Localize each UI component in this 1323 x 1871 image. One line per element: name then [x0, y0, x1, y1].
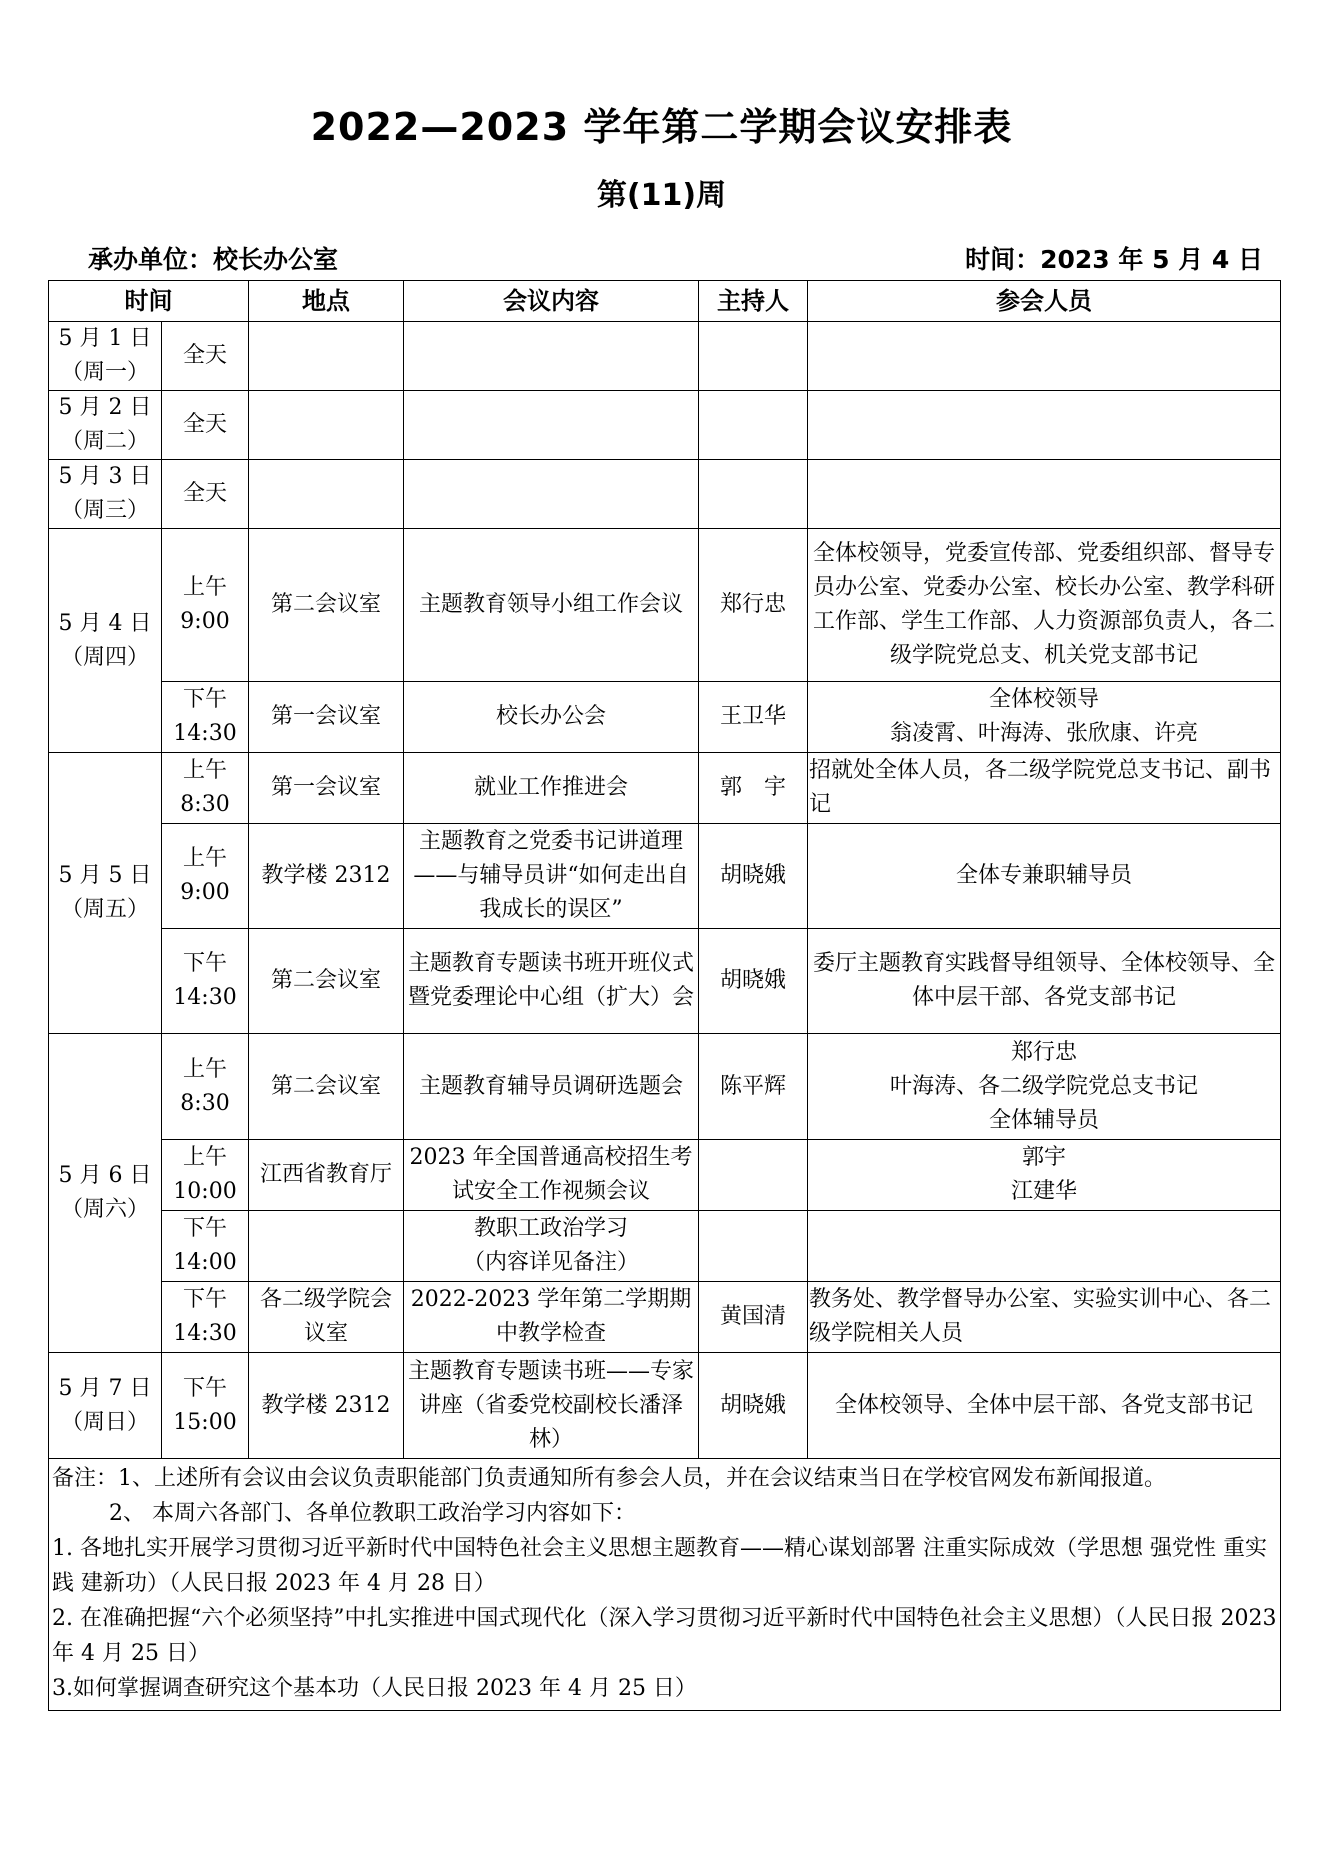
time-cell: 全天 — [162, 391, 249, 460]
note-line-2: 2、 本周六各部门、各单位教职工政治学习内容如下： — [109, 1501, 636, 1526]
week-label: 第(11)周 — [596, 178, 727, 213]
note-item-2: 2. 在准确把握“六个必须坚持”中扎实推进中国式现代化（深入学习贯彻习近平新时代中国特色社会主义思想）（人民日报 2023 年 4 月 25 日） — [52, 1606, 1277, 1666]
host-cell — [699, 391, 808, 460]
content-cell: 主题教育辅导员调研选题会 — [404, 1034, 699, 1140]
host-cell: 胡晓娥 — [699, 824, 808, 929]
date-cell: 5 月 2 日 （周二） — [49, 391, 162, 460]
content-cell: 教职工政治学习 （内容详见备注） — [404, 1211, 699, 1282]
column-header-time: 时间 — [49, 281, 249, 322]
time-cell: 下午 14:30 — [162, 1282, 249, 1353]
host-cell — [699, 460, 808, 529]
time-cell: 下午 15:00 — [162, 1353, 249, 1459]
table-row — [49, 1282, 1281, 1353]
attendees-cell: 郭宇 江建华 — [808, 1140, 1281, 1211]
attendees-cell: 全体校领导，党委宣传部、党委组织部、督导专员办公室、党委办公室、校长办公室、教学科研工作部、学生工作部、人力资源部负责人，各二级学院党总支、机关党支部书记 — [808, 529, 1281, 682]
notes-cell — [49, 1459, 1281, 1711]
table-row — [49, 753, 1281, 824]
location-cell — [249, 1211, 404, 1282]
time-cell: 全天 — [162, 460, 249, 529]
meeting-schedule-table — [48, 280, 1281, 1711]
table-row — [49, 929, 1281, 1034]
column-header-location: 地点 — [249, 281, 404, 322]
host-cell — [699, 1211, 808, 1282]
location-cell — [249, 322, 404, 391]
table-header-row — [49, 281, 1281, 322]
time-cell: 上午 9:00 — [162, 824, 249, 929]
date-cell: 5 月 7 日 （周日） — [49, 1353, 162, 1459]
time-cell: 上午 8:30 — [162, 753, 249, 824]
table-row — [49, 682, 1281, 753]
time-cell: 下午 14:30 — [162, 929, 249, 1034]
host-cell — [699, 322, 808, 391]
table-row — [49, 460, 1281, 529]
attendees-cell: 招就处全体人员，各二级学院党总支书记、副书记 — [808, 753, 1281, 824]
table-row — [49, 824, 1281, 929]
content-cell: 主题教育之党委书记讲道理——与辅导员讲“如何走出自我成长的误区” — [404, 824, 699, 929]
date-cell: 5 月 6 日 （周六） — [49, 1034, 162, 1353]
content-cell: 主题教育专题读书班——专家讲座（省委党校副校长潘泽林） — [404, 1353, 699, 1459]
organizer-label: 承办单位：校长办公室 — [88, 245, 339, 274]
content-cell: 2023 年全国普通高校招生考试安全工作视频会议 — [404, 1140, 699, 1211]
host-cell: 陈平辉 — [699, 1034, 808, 1140]
date-cell: 5 月 4 日 （周四） — [49, 529, 162, 753]
location-cell: 第二会议室 — [249, 529, 404, 682]
attendees-cell: 教务处、教学督导办公室、实验实训中心、各二级学院相关人员 — [808, 1282, 1281, 1353]
content-cell — [404, 460, 699, 529]
attendees-cell: 郑行忠 叶海涛、各二级学院党总支书记 全体辅导员 — [808, 1034, 1281, 1140]
note-item-1: 1. 各地扎实开展学习贯彻习近平新时代中国特色社会主义思想主题教育——精心谋划部署 注重实际成效（学思想 强党性 重实践 建新功）（人民日报 2023 年 4 月 28 日） — [52, 1536, 1267, 1596]
time-cell: 上午 8:30 — [162, 1034, 249, 1140]
host-cell: 郭 宇 — [699, 753, 808, 824]
content-cell: 校长办公会 — [404, 682, 699, 753]
date-label: 时间：2023 年 5 月 4 日 — [965, 245, 1263, 274]
location-cell — [249, 391, 404, 460]
date-cell: 5 月 3 日 （周三） — [49, 460, 162, 529]
host-cell: 郑行忠 — [699, 529, 808, 682]
location-cell — [249, 460, 404, 529]
column-header-host: 主持人 — [699, 281, 808, 322]
note-line-1: 备注：1、上述所有会议由会议负责职能部门负责通知所有参会人员，并在会议结束当日在学校官网发布新闻报道。 — [52, 1466, 1167, 1491]
location-cell: 教学楼 2312 — [249, 1353, 404, 1459]
column-header-content: 会议内容 — [404, 281, 699, 322]
date-cell: 5 月 1 日 （周一） — [49, 322, 162, 391]
note-item-3: 3.如何掌握调查研究这个基本功（人民日报 2023 年 4 月 25 日） — [52, 1676, 697, 1701]
time-cell: 下午 14:00 — [162, 1211, 249, 1282]
attendees-cell — [808, 391, 1281, 460]
date-cell: 5 月 5 日 （周五） — [49, 753, 162, 1034]
attendees-cell — [808, 322, 1281, 391]
location-cell: 第二会议室 — [249, 1034, 404, 1140]
table-row — [49, 1353, 1281, 1459]
host-cell — [699, 1140, 808, 1211]
time-cell: 上午 9:00 — [162, 529, 249, 682]
content-cell: 主题教育专题读书班开班仪式暨党委理论中心组（扩大）会 — [404, 929, 699, 1034]
content-cell: 主题教育领导小组工作会议 — [404, 529, 699, 682]
host-cell: 黄国清 — [699, 1282, 808, 1353]
attendees-cell: 全体校领导、全体中层干部、各党支部书记 — [808, 1353, 1281, 1459]
location-cell: 第一会议室 — [249, 753, 404, 824]
attendees-cell: 委厅主题教育实践督导组领导、全体校领导、全体中层干部、各党支部书记 — [808, 929, 1281, 1034]
table-row — [49, 322, 1281, 391]
page-title: 2022—2023 学年第二学期会议安排表 — [310, 105, 1013, 149]
content-cell: 2022-2023 学年第二学期期中教学检查 — [404, 1282, 699, 1353]
column-header-attendees: 参会人员 — [808, 281, 1281, 322]
content-cell — [404, 391, 699, 460]
content-cell: 就业工作推进会 — [404, 753, 699, 824]
host-cell: 胡晓娥 — [699, 929, 808, 1034]
table-row — [49, 391, 1281, 460]
attendees-cell — [808, 1211, 1281, 1282]
host-cell: 王卫华 — [699, 682, 808, 753]
host-cell: 胡晓娥 — [699, 1353, 808, 1459]
notes-row — [49, 1459, 1281, 1711]
location-cell: 江西省教育厅 — [249, 1140, 404, 1211]
table-row — [49, 529, 1281, 682]
location-cell: 各二级学院会议室 — [249, 1282, 404, 1353]
location-cell: 第二会议室 — [249, 929, 404, 1034]
location-cell: 教学楼 2312 — [249, 824, 404, 929]
location-cell: 第一会议室 — [249, 682, 404, 753]
table-row — [49, 1034, 1281, 1140]
table-row — [49, 1140, 1281, 1211]
time-cell: 全天 — [162, 322, 249, 391]
time-cell: 上午 10:00 — [162, 1140, 249, 1211]
attendees-cell: 全体校领导 翁凌霄、叶海涛、张欣康、许亮 — [808, 682, 1281, 753]
time-cell: 下午 14:30 — [162, 682, 249, 753]
table-row — [49, 1211, 1281, 1282]
attendees-cell: 全体专兼职辅导员 — [808, 824, 1281, 929]
attendees-cell — [808, 460, 1281, 529]
content-cell — [404, 322, 699, 391]
